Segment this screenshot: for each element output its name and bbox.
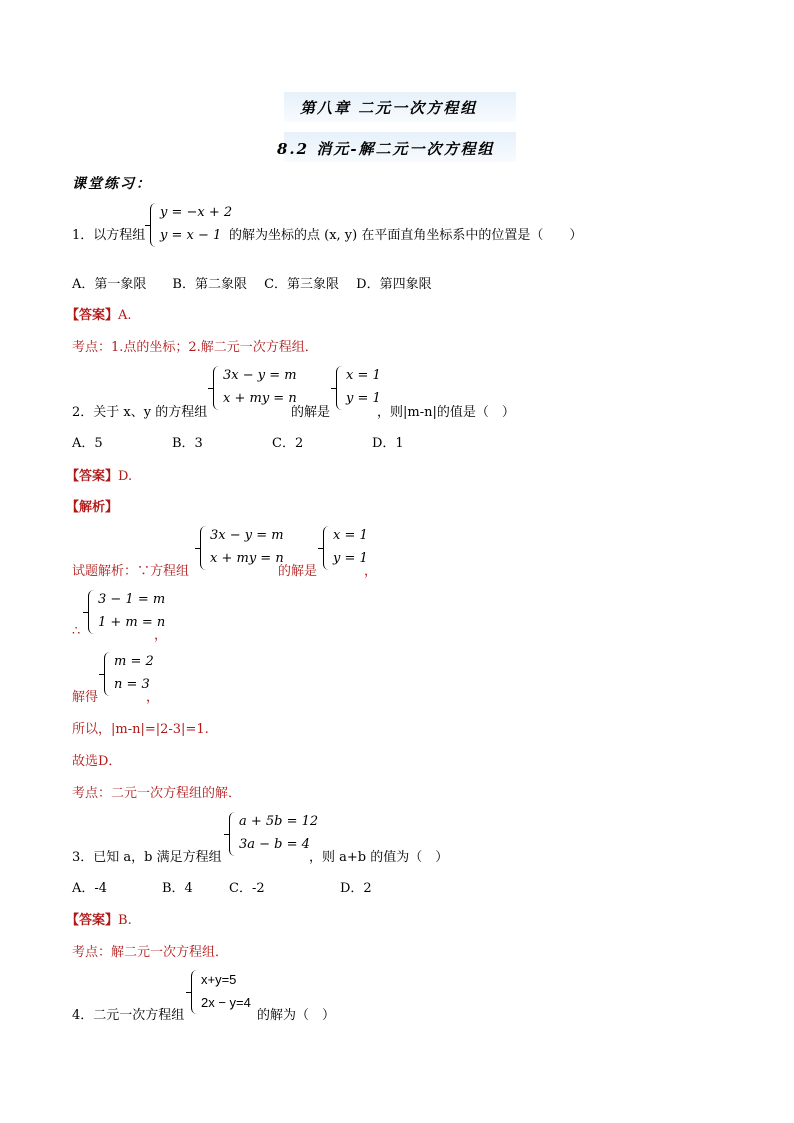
q1-suffix: 的解为坐标的点 (x, y) 在平面直角坐标系中的位置是（ ） [229,228,583,243]
q1-eq2: y = x − 1 [160,228,222,243]
q3-eq1: a + 5b = 12 [239,814,319,829]
therefore-symbol: ∴ [72,624,81,639]
analysis-eq1: 3x − y = m [210,528,284,543]
q3-option-d: D．2 [340,881,372,896]
q2-kaodian: 考点：二元一次方程组的解． [72,786,242,801]
therefore-brace [88,590,95,634]
q1-kaodian: 考点：1.点的坐标；2.解二元一次方程组． [72,340,318,355]
q2-eq2: x + my = n [223,391,297,406]
q3-system [229,812,319,858]
q2-brace [213,366,220,410]
answer-value: D. [118,469,133,484]
q2-analysis-line1: 试题解析：∵方程组 [72,564,190,579]
suoyi-line: 所以，|m-n|=|2-3|=1. [72,722,209,737]
q2-analysis-system [200,526,290,572]
q2-jiexi-tag: 【解析】 [66,500,119,515]
q1-prefix: 1．以方程组 [72,228,146,243]
q3-kaodian: 考点：解二元一次方程组． [72,945,229,960]
guxuan-line: 故选D． [72,754,122,769]
answer-tag: 【答案】 [66,308,119,323]
q1-options: A．第一象限 B．第二象限 C．第三象限 D．第四象限 [72,277,432,292]
q3-suffix: ，则 a+b 的值为（ ） [309,850,449,865]
q3-answer [66,909,132,928]
analysis-brace [200,526,207,570]
q2-option-d: D．1 [372,436,404,451]
q3-prefix: 3．已知 a，b 满足方程组 [72,850,222,865]
q2-prefix: 2．关于 x、y 的方程组 [72,405,208,420]
q1-brace [150,203,157,247]
q2-option-a: A．5 [72,436,103,451]
q1-answer [66,304,132,323]
jiede-eq2: n = 3 [114,677,150,692]
section-title: 8.2 消元-解二元一次方程组 [277,140,495,158]
q2-answer [66,465,132,484]
q1-eq1: y = −x + 2 [160,205,233,220]
jiede-brace [104,652,111,696]
q4-brace [191,970,198,1014]
q4-suffix: 的解为（ ） [257,1008,336,1023]
analysis-sol1: x = 1 [333,528,368,543]
therefore-eq1: 3 − 1 = m [98,592,166,607]
q3-brace [229,812,236,856]
q2-sol-brace [336,366,343,410]
q3-eq2: 3a − b = 4 [239,837,310,852]
answer-tag: 【答案】 [66,913,119,928]
q2-analysis-comma: ， [364,564,378,579]
answer-tag: 【答案】 [66,469,119,484]
q2-mid: 的解是 [291,405,331,420]
jiede-eq1: m = 2 [114,654,154,669]
q2-sol2: y = 1 [346,391,381,406]
answer-value: A. [118,308,132,323]
q2-analysis-mid: 的解是 [278,564,318,579]
therefore-system [88,590,166,636]
answer-value: B. [118,913,132,928]
q2-option-b: B．3 [172,436,203,451]
q2-system [213,366,303,412]
analysis-eq2: x + my = n [210,551,284,566]
jiede-label: 解得 [72,690,99,705]
q4-eq1: x+y=5 [201,972,237,987]
q2-suffix: ，则|m-n|的值是（ ） [377,405,515,420]
jiede-comma: ， [146,690,160,705]
chapter-title: 第八章 二元一次方程组 [300,99,478,117]
q3-option-b: B．4 [162,881,193,896]
q2-option-c: C．2 [272,436,304,451]
q3-option-a: A．-4 [72,881,108,896]
analysis-sol-brace [323,526,330,570]
therefore-comma: ， [154,628,168,643]
q2-eq1: 3x − y = m [223,368,297,383]
therefore-eq2: 1 + m = n [98,615,166,630]
q2-sol1: x = 1 [346,368,381,383]
q1-system [150,203,233,249]
analysis-sol2: y = 1 [333,551,368,566]
q4-prefix: 4．二元一次方程组 [72,1008,185,1023]
q4-eq2: 2x − y=4 [201,995,251,1010]
practice-label: 课堂练习： [72,176,152,192]
q3-option-c: C．-2 [229,881,265,896]
